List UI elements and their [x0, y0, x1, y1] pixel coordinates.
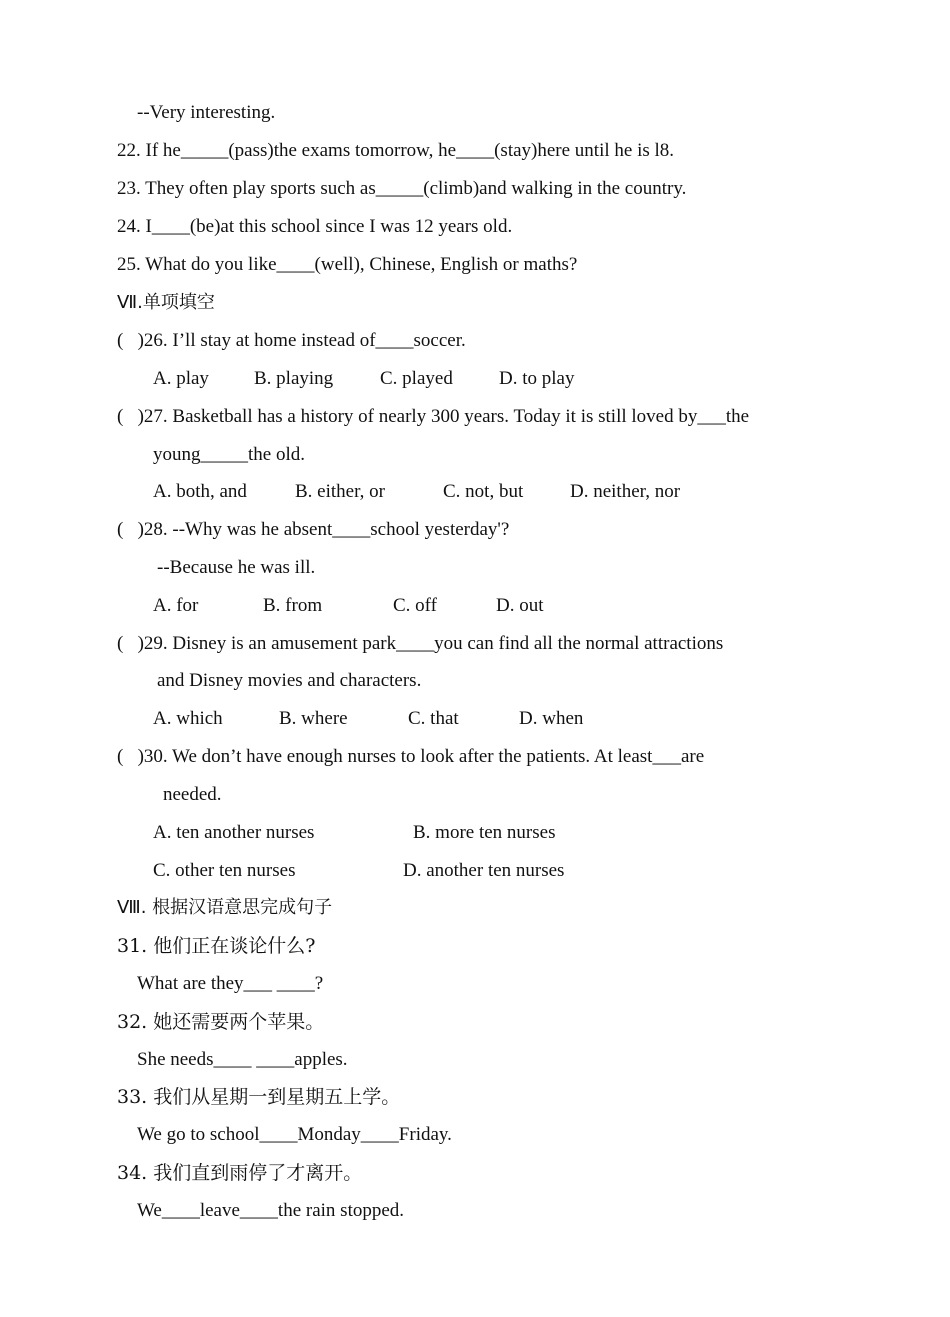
question-30-option-d: D. another ten nurses — [403, 860, 565, 881]
question-26-option-b: B. playing — [254, 368, 334, 389]
question-28-option-d: D. out — [496, 595, 544, 616]
question-30-stem-line-2: needed. — [163, 784, 222, 805]
answer-21: --Very interesting. — [137, 102, 276, 123]
question-28-stem: ( )28. --Why was he absent____school yesterday'? — [117, 519, 510, 540]
question-33-chinese: 33. 我们从星期一到星期五上学。 — [117, 1086, 401, 1108]
question-32-english: She needs____ ____apples. — [137, 1049, 348, 1070]
question-30-option-c: C. other ten nurses — [153, 860, 296, 881]
question-23: 23. They often play sports such as_____(climb)and walking in the country. — [117, 178, 687, 199]
question-28-option-c: C. off — [393, 595, 437, 616]
question-29-stem-line-1: ( )29. Disney is an amusement park____you can find all the normal attractions — [117, 633, 724, 654]
question-32-chinese: 32. 她还需要两个苹果。 — [117, 1011, 325, 1033]
question-30-option-a: A. ten another nurses — [153, 822, 315, 843]
question-26-stem: ( )26. I’ll stay at home instead of____soccer. — [117, 330, 466, 351]
question-27-option-b: B. either, or — [295, 481, 385, 502]
question-28-option-b: B. from — [263, 595, 323, 616]
question-26-option-c: C. played — [380, 368, 453, 389]
section-viii-heading: Ⅷ. 根据汉语意思完成句子 — [117, 897, 333, 918]
question-27-option-c: C. not, but — [443, 481, 524, 502]
question-29-option-a: A. which — [153, 708, 223, 729]
question-33-english: We go to school____Monday____Friday. — [137, 1124, 452, 1145]
question-25: 25. What do you like____(well), Chinese, English or maths? — [117, 254, 578, 275]
question-29-stem-line-2: and Disney movies and characters. — [157, 670, 422, 691]
question-29-option-b: B. where — [279, 708, 348, 729]
question-27-option-d: D. neither, nor — [570, 481, 681, 502]
question-30-stem-line-1: ( )30. We don’t have enough nurses to look after the patients. At least___are — [117, 746, 705, 767]
question-28-option-a: A. for — [153, 595, 199, 616]
question-27-stem-line-1: ( )27. Basketball has a history of nearly 300 years. Today it is still loved by___the — [117, 406, 750, 427]
question-34-english: We____leave____the rain stopped. — [137, 1200, 405, 1221]
question-24: 24. I____(be)at this school since I was 12 years old. — [117, 216, 513, 237]
question-31-english: What are they___ ____? — [137, 973, 324, 994]
question-27-stem-line-2: young_____the old. — [153, 444, 305, 465]
question-26-option-a: A. play — [153, 368, 209, 389]
question-34-chinese: 34. 我们直到雨停了才离开。 — [117, 1162, 363, 1184]
question-27-option-a: A. both, and — [153, 481, 247, 502]
section-vii-heading: Ⅶ.单项填空 — [117, 292, 215, 313]
question-26-option-d: D. to play — [499, 368, 575, 389]
question-30-option-b: B. more ten nurses — [413, 822, 556, 843]
question-29-option-c: C. that — [408, 708, 459, 729]
question-28-reply: --Because he was ill. — [157, 557, 316, 578]
question-31-chinese: 31. 他们正在谈论什么? — [117, 935, 316, 957]
question-22: 22. If he_____(pass)the exams tomorrow, he____(stay)here until he is l8. — [117, 140, 675, 161]
question-29-option-d: D. when — [519, 708, 584, 729]
